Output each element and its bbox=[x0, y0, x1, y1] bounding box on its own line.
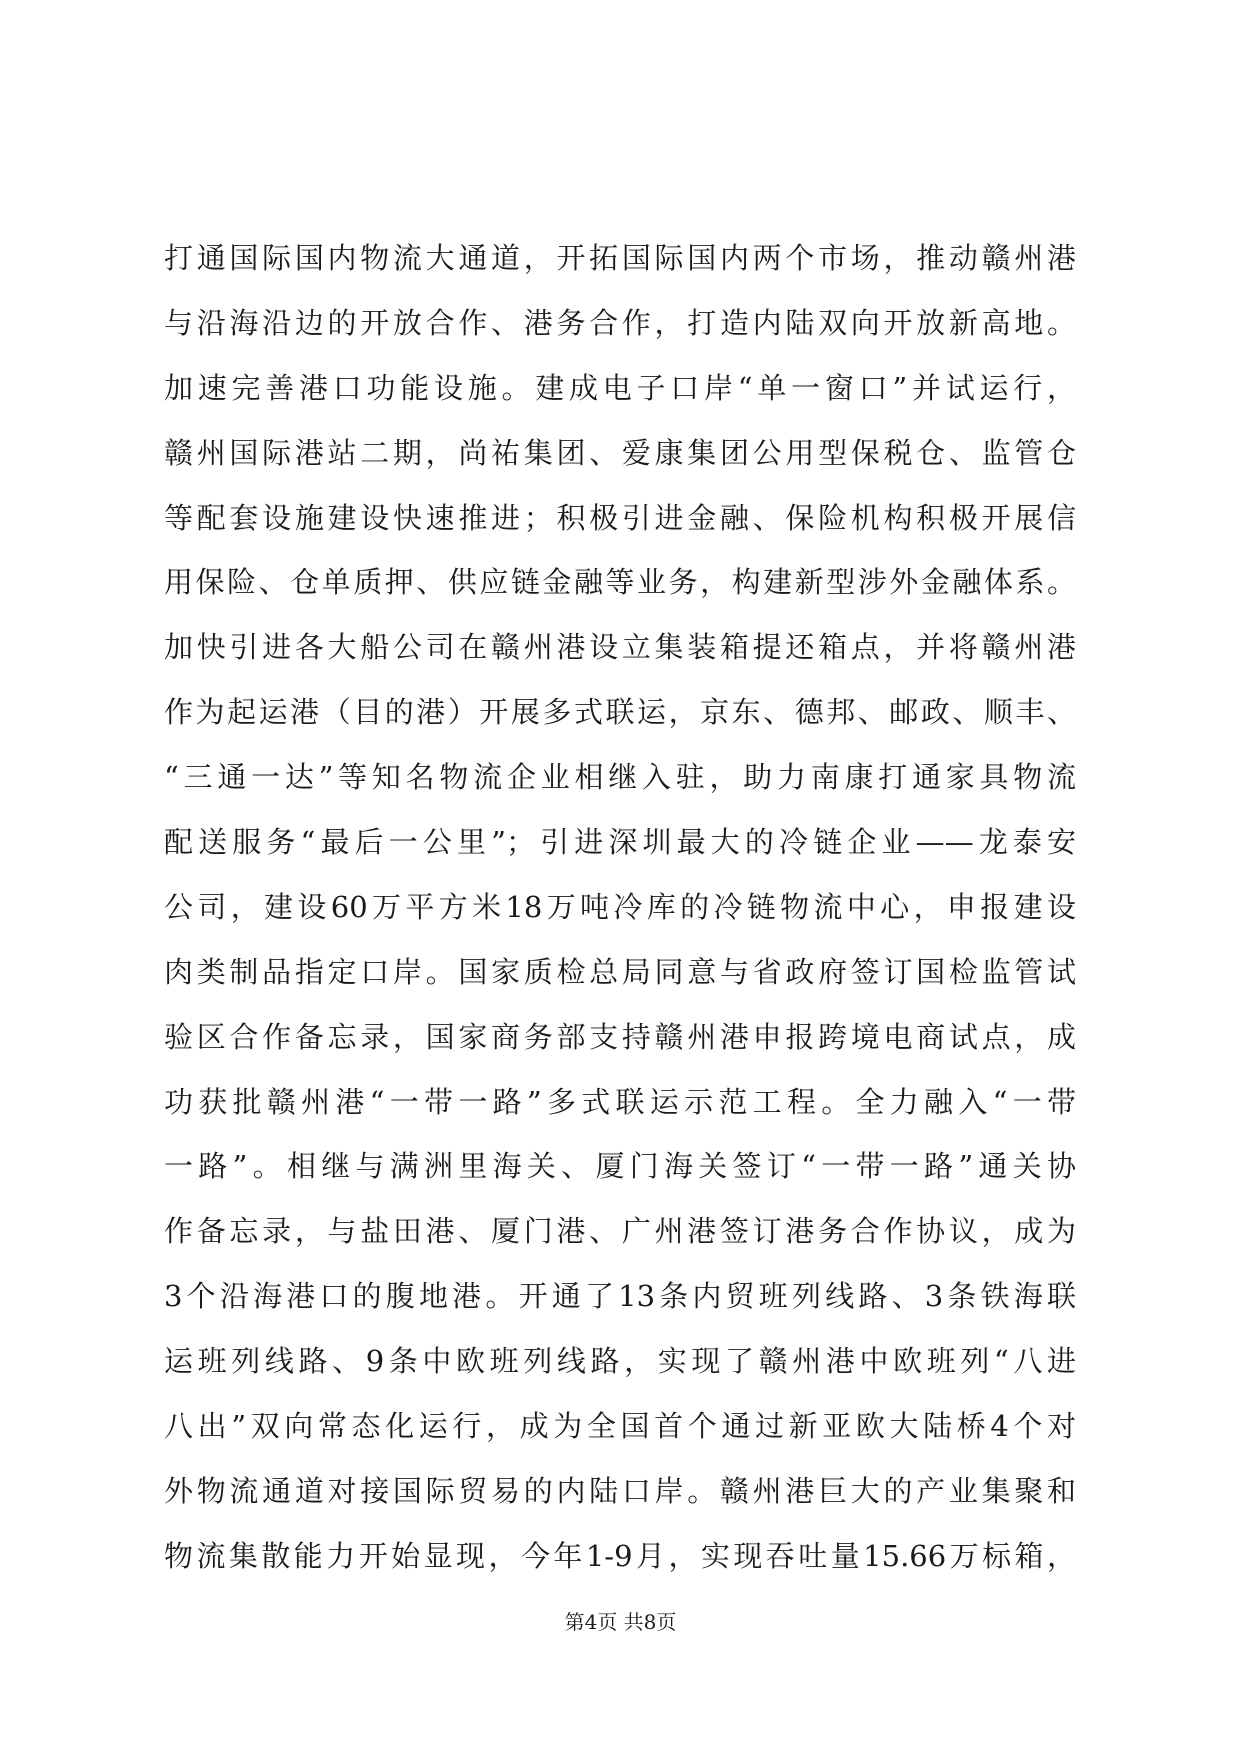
text-line: 3个沿海港口的腹地港。开通了13条内贸班列线路、3条铁海联 bbox=[164, 1279, 1076, 1314]
text-line: 肉类制品指定口岸。国家质检总局同意与省政府签订国检监管试 bbox=[164, 954, 1076, 989]
text-line: 赣州国际港站二期，尚祐集团、爱康集团公用型保税仓、监管仓 bbox=[164, 435, 1076, 470]
text-line: 与沿海沿边的开放合作、港务合作，打造内陆双向开放新高地。 bbox=[164, 305, 1076, 340]
text-line: 配送服务“最后一公里”；引进深圳最大的冷链企业——龙泰安 bbox=[164, 825, 1076, 860]
text-line: 公司，建设60万平方米18万吨冷库的冷链物流中心，申报建设 bbox=[164, 889, 1076, 924]
text-line: 一路”。相继与满洲里海关、厦门海关签订“一带一路”通关协 bbox=[164, 1149, 1076, 1184]
text-line: 用保险、仓单质押、供应链金融等业务，构建新型涉外金融体系。 bbox=[164, 565, 1076, 600]
text-line: 物流集散能力开始显现，今年1-9月，实现吞吐量15.66万标箱， bbox=[164, 1538, 1076, 1573]
text-line: 功获批赣州港“一带一路”多式联运示范工程。全力融入“一带 bbox=[164, 1084, 1076, 1119]
text-line: 八出”双向常态化运行，成为全国首个通过新亚欧大陆桥4个对 bbox=[164, 1409, 1076, 1444]
text-line: 作备忘录，与盐田港、厦门港、广州港签订港务合作协议，成为 bbox=[164, 1214, 1076, 1249]
text-line: 加速完善港口功能设施。建成电子口岸“单一窗口”并试运行， bbox=[164, 370, 1076, 405]
text-line: 等配套设施建设快速推进；积极引进金融、保险机构积极开展信 bbox=[164, 500, 1076, 535]
page-number-footer: 第4页 共8页 bbox=[564, 1610, 677, 1634]
text-line: 运班列线路、9条中欧班列线路，实现了赣州港中欧班列“八进 bbox=[164, 1344, 1076, 1379]
text-line: 加快引进各大船公司在赣州港设立集装箱提还箱点，并将赣州港 bbox=[164, 630, 1076, 665]
body-paragraph bbox=[164, 226, 1076, 1589]
text-line: 打通国际国内物流大通道，开拓国际国内两个市场，推动赣州港 bbox=[164, 241, 1076, 275]
text-line: 外物流通道对接国际贸易的内陆口岸。赣州港巨大的产业集聚和 bbox=[164, 1473, 1076, 1508]
text-line: 作为起运港（目的港）开展多式联运，京东、德邦、邮政、顺丰、 bbox=[164, 695, 1076, 730]
text-line: 验区合作备忘录，国家商务部支持赣州港申报跨境电商试点，成 bbox=[164, 1019, 1076, 1054]
text-line: “三通一达”等知名物流企业相继入驻，助力南康打通家具物流 bbox=[164, 760, 1076, 795]
